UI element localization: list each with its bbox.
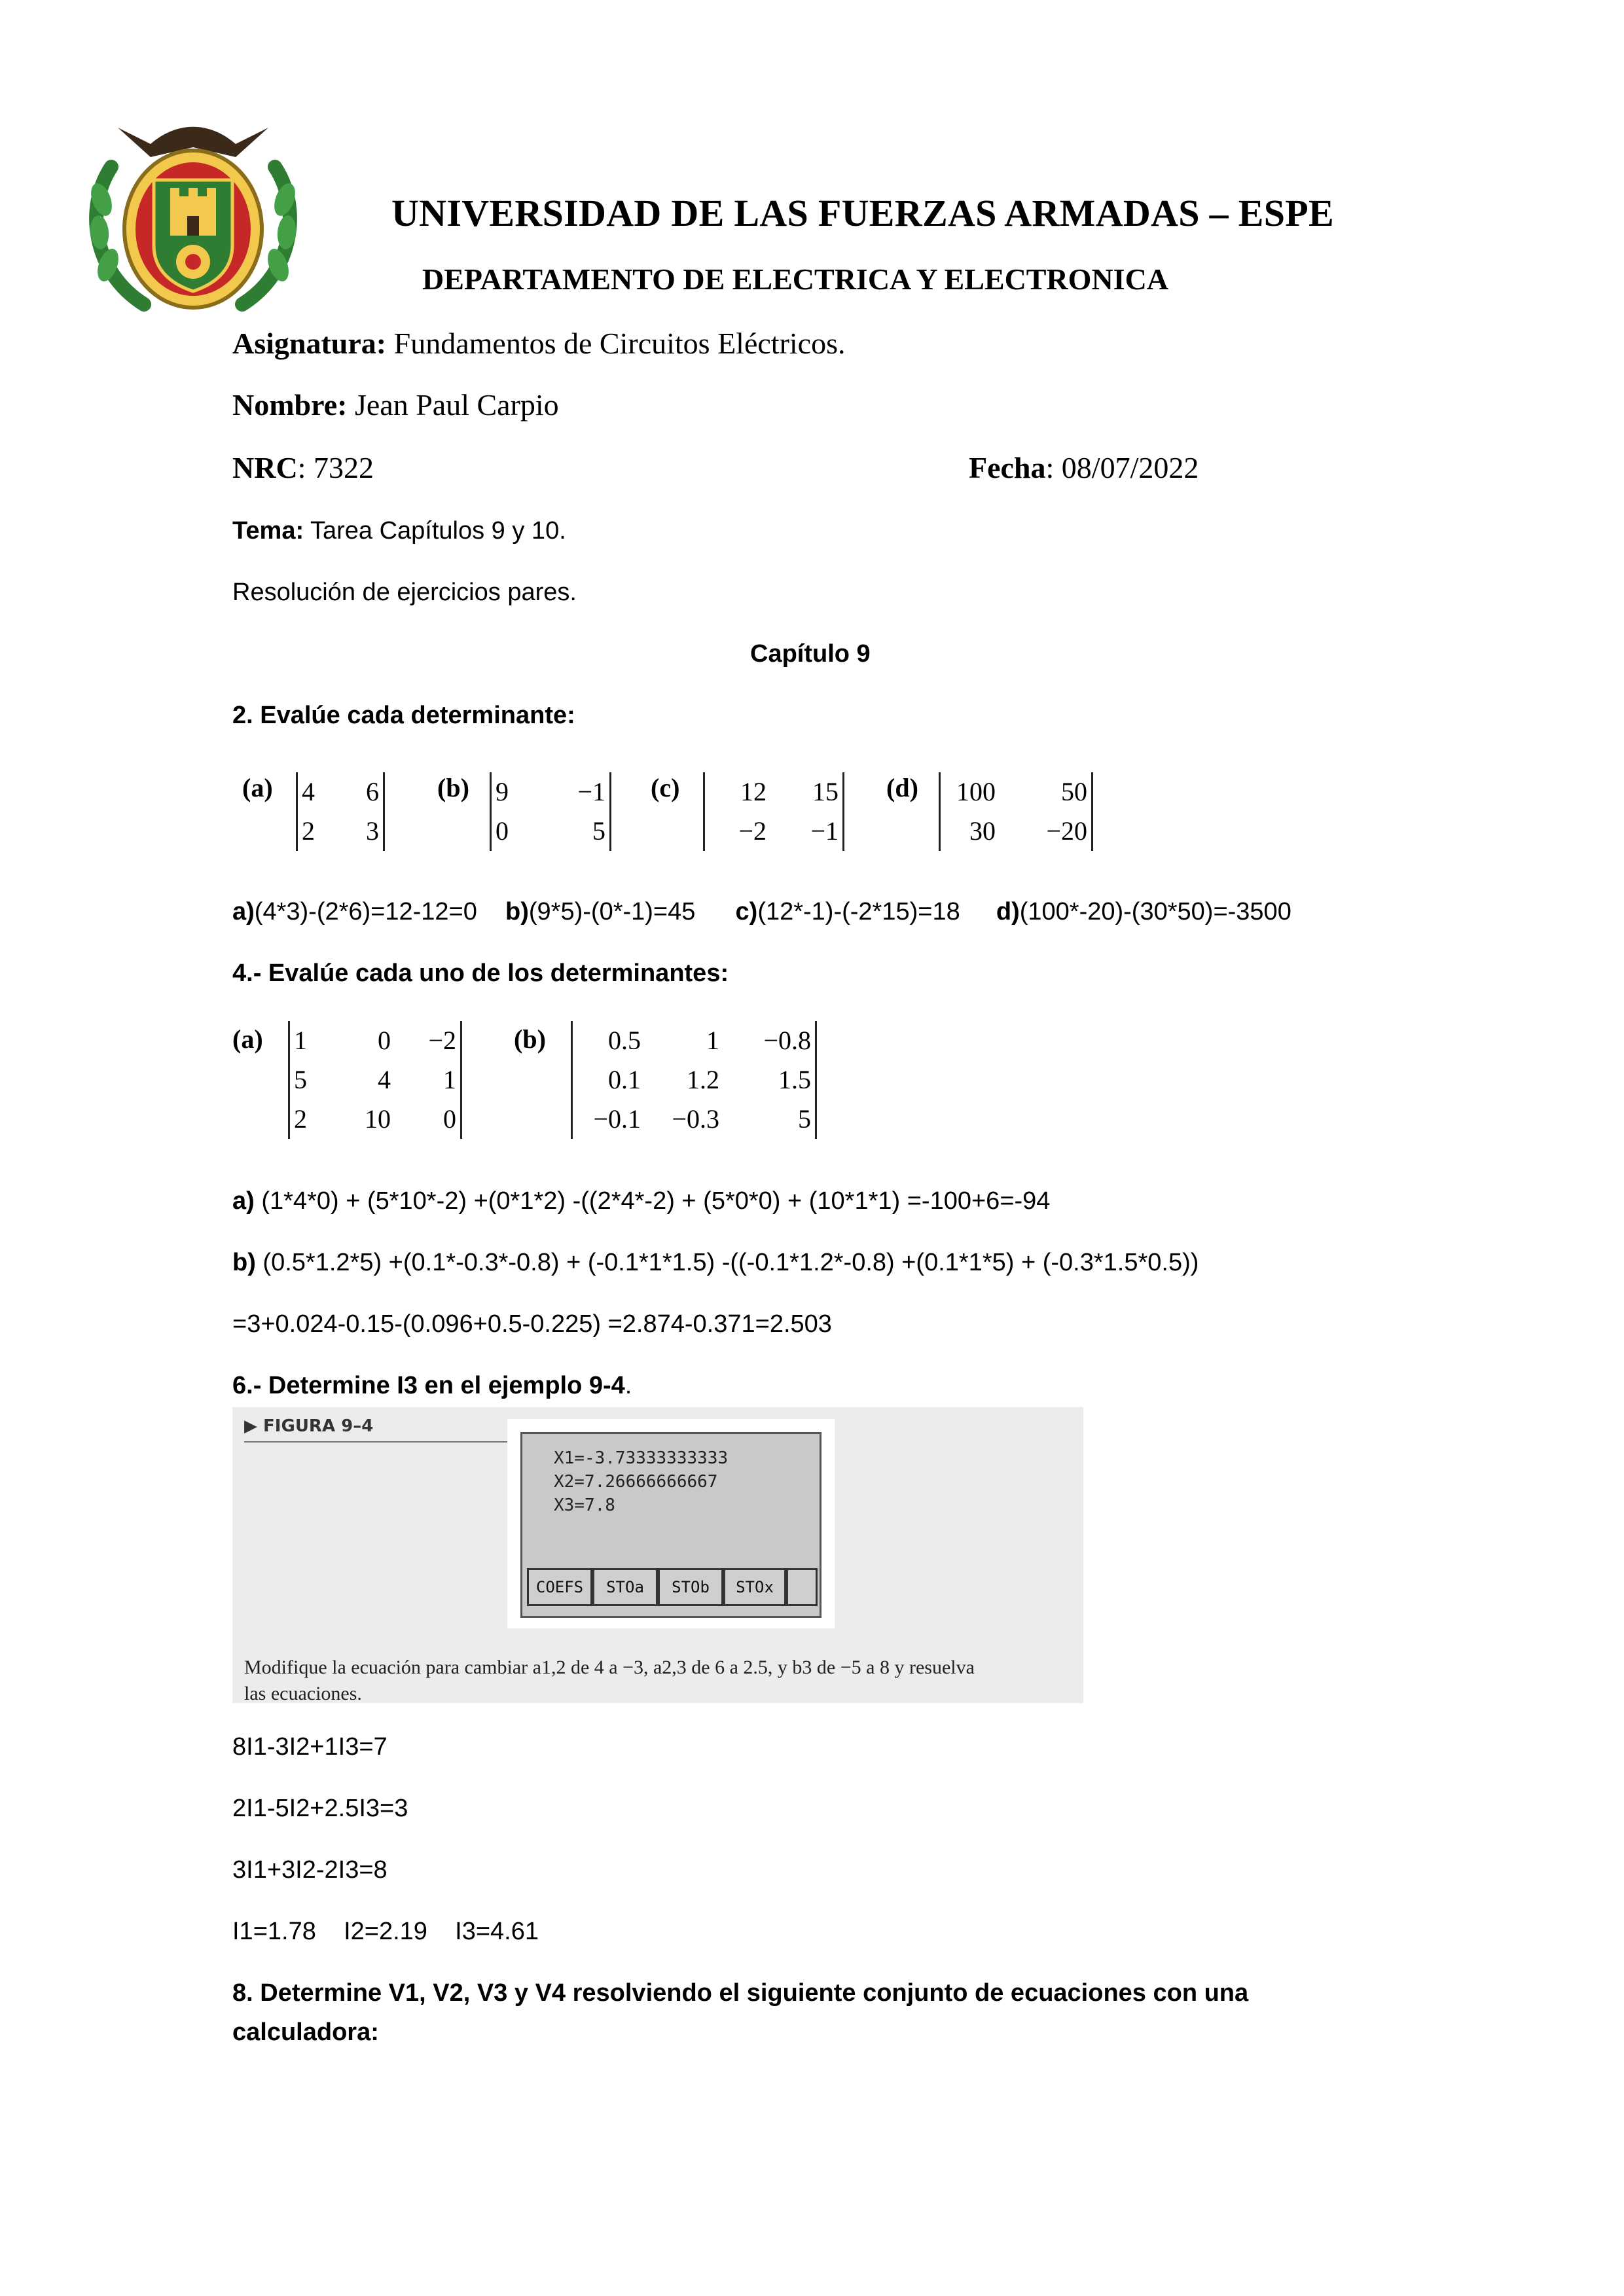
matrix-cell: −0.1 — [593, 1104, 641, 1134]
answer-text: (4*3)-(2*6)=12-12=0 — [254, 898, 477, 925]
matrix-cell: 1 — [294, 1026, 307, 1055]
matrix-cell: 0 — [443, 1104, 456, 1134]
subject-line — [232, 326, 846, 361]
q8-title-line-2: calculadora: — [232, 2018, 379, 2046]
matrix-cell: −1 — [577, 777, 605, 806]
q6-equation-3: 3I1+3I2-2I3=8 — [232, 1856, 388, 1884]
screen-line: X2=7.26666666667 — [554, 1472, 718, 1492]
answer-label: a) — [232, 1187, 255, 1215]
screen-line: X3=7.8 — [554, 1496, 615, 1515]
matrix-cell: 4 — [378, 1065, 391, 1094]
q6-solution: I1=1.78 I2=2.19 I3=4.61 — [232, 1918, 539, 1945]
matrix-cell: 0 — [378, 1026, 391, 1055]
q4-matrix-a-label: (a) — [232, 1024, 263, 1054]
matrix-cell: 50 — [1061, 777, 1087, 806]
university-title: UNIVERSIDAD DE LAS FUERZAS ARMADAS – ESPE — [391, 192, 1334, 234]
softkey-stox: STOx — [723, 1568, 786, 1606]
answer-text: (0.5*1.2*5) +(0.1*-0.3*-0.8) + (-0.1*1*1.5) -((-0.1*1.2*-0.8) +(0.1*1*5) + (-0.3*1.5*0.5)) — [255, 1249, 1199, 1276]
matrix-cell: 1 — [443, 1065, 456, 1094]
date-label: Fecha — [969, 451, 1046, 484]
answer-label: b) — [505, 898, 529, 925]
resolution-line: Resolución de ejercicios pares. — [232, 579, 577, 606]
matrix-cell: 5 — [294, 1065, 307, 1094]
matrix-cell: 12 — [740, 777, 767, 806]
q6-equation-1: 8I1-3I2+1I3=7 — [232, 1733, 388, 1761]
q2-matrix-a-label: (a) — [242, 773, 273, 802]
name-label: Nombre: — [232, 388, 348, 422]
q4-answer-a — [232, 1187, 1050, 1215]
matrix-cell: 6 — [366, 777, 379, 806]
matrix-cell: 9 — [496, 777, 509, 806]
matrix-cell: 10 — [365, 1104, 391, 1134]
q4-answer-b — [232, 1249, 1199, 1277]
q2-answers — [232, 898, 1291, 926]
q6-title-end: . — [624, 1372, 632, 1399]
matrix-cell: 30 — [969, 816, 996, 846]
q2-matrix-c-label: (c) — [651, 773, 680, 802]
q2-matrix-c — [703, 772, 844, 851]
date-value: : 08/07/2022 — [1045, 451, 1199, 484]
answer-text: (9*5)-(0*-1)=45 — [528, 898, 696, 925]
subject-label: Asignatura: — [232, 327, 387, 360]
q6-equation-2: 2I1-5I2+2.5I3=3 — [232, 1795, 408, 1822]
q4-matrix-b-label: (b) — [514, 1024, 546, 1054]
answer-text: (12*-1)-(-2*15)=18 — [757, 898, 960, 925]
matrix-cell: 0 — [496, 816, 509, 846]
q8-title-line-1: 8. Determine V1, V2, V3 y V4 resolviendo el siguiente conjunto de ecuaciones con una — [232, 1979, 1249, 2007]
matrix-cell: −20 — [1046, 816, 1087, 846]
matrix-cell: −1 — [810, 816, 839, 846]
q2-matrix-d-label: (d) — [886, 773, 918, 802]
q2-title: 2. Evalúe cada determinante: — [232, 702, 575, 729]
date-line — [969, 450, 1199, 485]
q2-matrix-a — [296, 772, 385, 851]
answer-text: (100*-20)-(30*50)=-3500 — [1019, 898, 1291, 925]
answer-text: (1*4*0) + (5*10*-2) +(0*1*2) -((2*4*-2) + (5*0*0) + (10*1*1) =-100+6=-94 — [254, 1187, 1051, 1215]
nrc-value: : 7322 — [297, 451, 374, 484]
q2-matrix-d — [939, 772, 1093, 851]
caption-line-1: Modifique la ecuación para cambiar a1,2 de 4 a −3, a2,3 de 6 a 2.5, y b3 de −5 a 8 y resuelva — [244, 1657, 975, 1678]
matrix-cell: 2 — [302, 816, 315, 846]
subject-value: Fundamentos de Circuitos Eléctricos. — [386, 327, 846, 360]
matrix-cell: −0.3 — [672, 1104, 719, 1134]
answer-label: d) — [996, 898, 1020, 925]
figure-9-4 — [232, 1407, 1083, 1703]
nrc-label: NRC — [232, 451, 298, 484]
matrix-cell: 100 — [956, 777, 996, 806]
q4-title: 4.- Evalúe cada uno de los determinantes: — [232, 960, 729, 987]
softkey-coefs: COEFS — [527, 1568, 592, 1606]
answer-label: a) — [232, 898, 255, 925]
matrix-cell: 5 — [798, 1104, 811, 1134]
q2-matrix-b — [490, 772, 611, 851]
matrix-cell: 1 — [706, 1026, 719, 1055]
matrix-cell: 15 — [812, 777, 839, 806]
espe-emblem — [72, 108, 314, 324]
calculator-softkeys — [527, 1568, 818, 1607]
matrix-cell: 1.5 — [778, 1065, 811, 1094]
matrix-cell: 0.1 — [608, 1065, 641, 1094]
caption-line-2: las ecuaciones. — [244, 1683, 362, 1704]
matrix-cell: −0.8 — [763, 1026, 811, 1055]
figure-caption — [244, 1655, 975, 1707]
q4-matrix-a — [288, 1021, 462, 1139]
department-title: DEPARTAMENTO DE ELECTRICA Y ELECTRONICA — [422, 262, 1169, 296]
matrix-cell: 2 — [294, 1104, 307, 1134]
softkey-stob: STOb — [658, 1568, 723, 1606]
name-value: Jean Paul Carpio — [347, 388, 559, 422]
chapter-heading: Capítulo 9 — [750, 640, 871, 668]
matrix-cell: −2 — [428, 1026, 456, 1055]
answer-label: c) — [735, 898, 758, 925]
q6-title-line — [232, 1372, 632, 1400]
q2-matrix-b-label: (b) — [437, 773, 469, 802]
matrix-cell: 3 — [366, 816, 379, 846]
nrc-line — [232, 450, 374, 485]
figure-title: ▶ FIGURA 9–4 — [244, 1416, 374, 1436]
screen-line: X1=-3.73333333333 — [554, 1448, 729, 1468]
softkey-stoa: STOa — [592, 1568, 658, 1606]
name-line — [232, 387, 559, 422]
matrix-cell: 5 — [592, 816, 605, 846]
softkey-blank — [786, 1568, 818, 1606]
q4-answer-b-result: =3+0.024-0.15-(0.096+0.5-0.225) =2.874-0.371=2.503 — [232, 1310, 832, 1338]
answer-label: b) — [232, 1249, 256, 1276]
matrix-cell: −2 — [738, 816, 767, 846]
matrix-cell: 1.2 — [687, 1065, 719, 1094]
matrix-cell: 0.5 — [608, 1026, 641, 1055]
topic-label: Tema: — [232, 517, 304, 545]
q4-matrix-b — [571, 1021, 817, 1139]
topic-value: Tarea Capítulos 9 y 10. — [304, 517, 566, 545]
matrix-cell: 4 — [302, 777, 315, 806]
q6-title: 6.- Determine I3 en el ejemplo 9-4 — [232, 1372, 625, 1399]
topic-line — [232, 517, 566, 545]
